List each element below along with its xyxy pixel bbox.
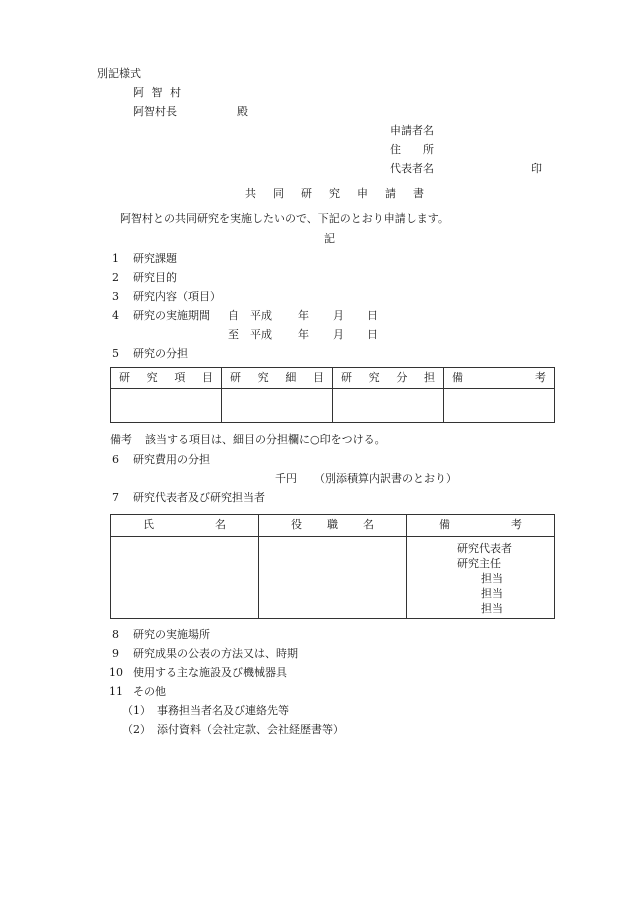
division-table-header-row bbox=[111, 368, 555, 389]
header-remarks: 備 考 bbox=[444, 368, 555, 389]
period-from-marker: 自 bbox=[228, 309, 239, 322]
period-to-day: 日 bbox=[367, 328, 378, 341]
period-from-month: 月 bbox=[333, 309, 344, 322]
cell-staff-roles bbox=[407, 537, 555, 619]
role-chief: 研究主任 bbox=[457, 557, 501, 570]
item-8-label: 研究の実施場所 bbox=[133, 628, 210, 641]
representative-label: 代表者名 bbox=[390, 162, 434, 175]
role-staff: 担当 bbox=[481, 602, 503, 615]
staff-table-header-row bbox=[111, 515, 555, 537]
item-5-label: 研究の分担 bbox=[133, 347, 188, 360]
cell-research-item[interactable] bbox=[111, 389, 222, 423]
item-11-label: その他 bbox=[133, 685, 166, 698]
item-2-label: 研究目的 bbox=[133, 271, 177, 284]
applicant-name-label: 申請者名 bbox=[390, 124, 434, 137]
cell-research-share[interactable] bbox=[333, 389, 444, 423]
document-title: 共 同 研 究 申 請 書 bbox=[245, 187, 427, 200]
sub-item-1-number: （1） bbox=[122, 704, 151, 717]
item-10-label: 使用する主な施設及び機械器具 bbox=[133, 666, 287, 679]
addressee-village: 阿 智 村 bbox=[133, 86, 183, 99]
staff-table bbox=[110, 514, 555, 619]
header-research-item: 研 究 項 目 bbox=[111, 368, 222, 389]
item-4-label: 研究の実施期間 bbox=[133, 309, 210, 322]
period-from-year: 年 bbox=[298, 309, 309, 322]
cell-remarks[interactable] bbox=[444, 389, 555, 423]
cost-note: （別添積算内訳書のとおり） bbox=[314, 472, 457, 485]
note-text: 該当する項目は、細目の分担欄に○印をつける。 bbox=[145, 433, 386, 446]
cell-research-detail[interactable] bbox=[222, 389, 333, 423]
header-position: 役 職 名 bbox=[259, 515, 407, 537]
address-label: 住 所 bbox=[390, 143, 434, 156]
item-3-label: 研究内容（項目） bbox=[133, 290, 221, 303]
honorific: 殿 bbox=[237, 105, 248, 118]
item-4-number: 4 bbox=[112, 309, 119, 322]
sub-item-1-label: 事務担当者名及び連絡先等 bbox=[157, 704, 289, 717]
period-from-era: 平成 bbox=[250, 309, 272, 322]
period-from-day: 日 bbox=[367, 309, 378, 322]
cell-staff-positions[interactable] bbox=[259, 537, 407, 619]
header-research-detail: 研 究 細 目 bbox=[222, 368, 333, 389]
research-division-table bbox=[110, 367, 555, 423]
seal-mark: 印 bbox=[531, 162, 542, 175]
item-8-number: 8 bbox=[112, 628, 119, 641]
item-1-number: 1 bbox=[112, 252, 119, 265]
header-staff-remarks: 備 考 bbox=[407, 515, 555, 537]
cell-staff-names[interactable] bbox=[111, 537, 259, 619]
header-name: 氏 名 bbox=[111, 515, 259, 537]
role-staff: 担当 bbox=[481, 572, 503, 585]
ki-mark: 記 bbox=[324, 232, 335, 245]
item-10-number: 10 bbox=[109, 666, 123, 679]
item-5-number: 5 bbox=[112, 347, 119, 360]
cost-unit: 千円 bbox=[275, 472, 297, 485]
intro-text: 阿智村との共同研究を実施したいので、下記のとおり申請します。 bbox=[120, 212, 449, 225]
sub-item-2-number: （2） bbox=[122, 723, 151, 736]
form-style-label: 別記様式 bbox=[97, 67, 141, 80]
item-9-number: 9 bbox=[112, 647, 119, 660]
item-7-number: 7 bbox=[112, 491, 119, 504]
staff-table-row bbox=[111, 537, 555, 619]
item-3-number: 3 bbox=[112, 290, 119, 303]
item-7-label: 研究代表者及び研究担当者 bbox=[133, 491, 265, 504]
item-9-label: 研究成果の公表の方法又は、時期 bbox=[133, 647, 298, 660]
note-label: 備考 bbox=[110, 433, 132, 446]
period-to-year: 年 bbox=[298, 328, 309, 341]
item-11-number: 11 bbox=[109, 685, 123, 698]
item-2-number: 2 bbox=[112, 271, 119, 284]
addressee-mayor: 阿智村長 bbox=[133, 105, 177, 118]
role-staff: 担当 bbox=[481, 587, 503, 600]
division-table-row bbox=[111, 389, 555, 423]
header-research-share: 研 究 分 担 bbox=[333, 368, 444, 389]
role-representative: 研究代表者 bbox=[457, 542, 512, 555]
period-to-month: 月 bbox=[333, 328, 344, 341]
period-to-era: 平成 bbox=[250, 328, 272, 341]
item-6-number: 6 bbox=[112, 453, 119, 466]
item-1-label: 研究課題 bbox=[133, 252, 177, 265]
sub-item-2-label: 添付資料（会社定款、会社経歴書等） bbox=[157, 723, 344, 736]
period-to-marker: 至 bbox=[228, 328, 239, 341]
item-6-label: 研究費用の分担 bbox=[133, 453, 210, 466]
